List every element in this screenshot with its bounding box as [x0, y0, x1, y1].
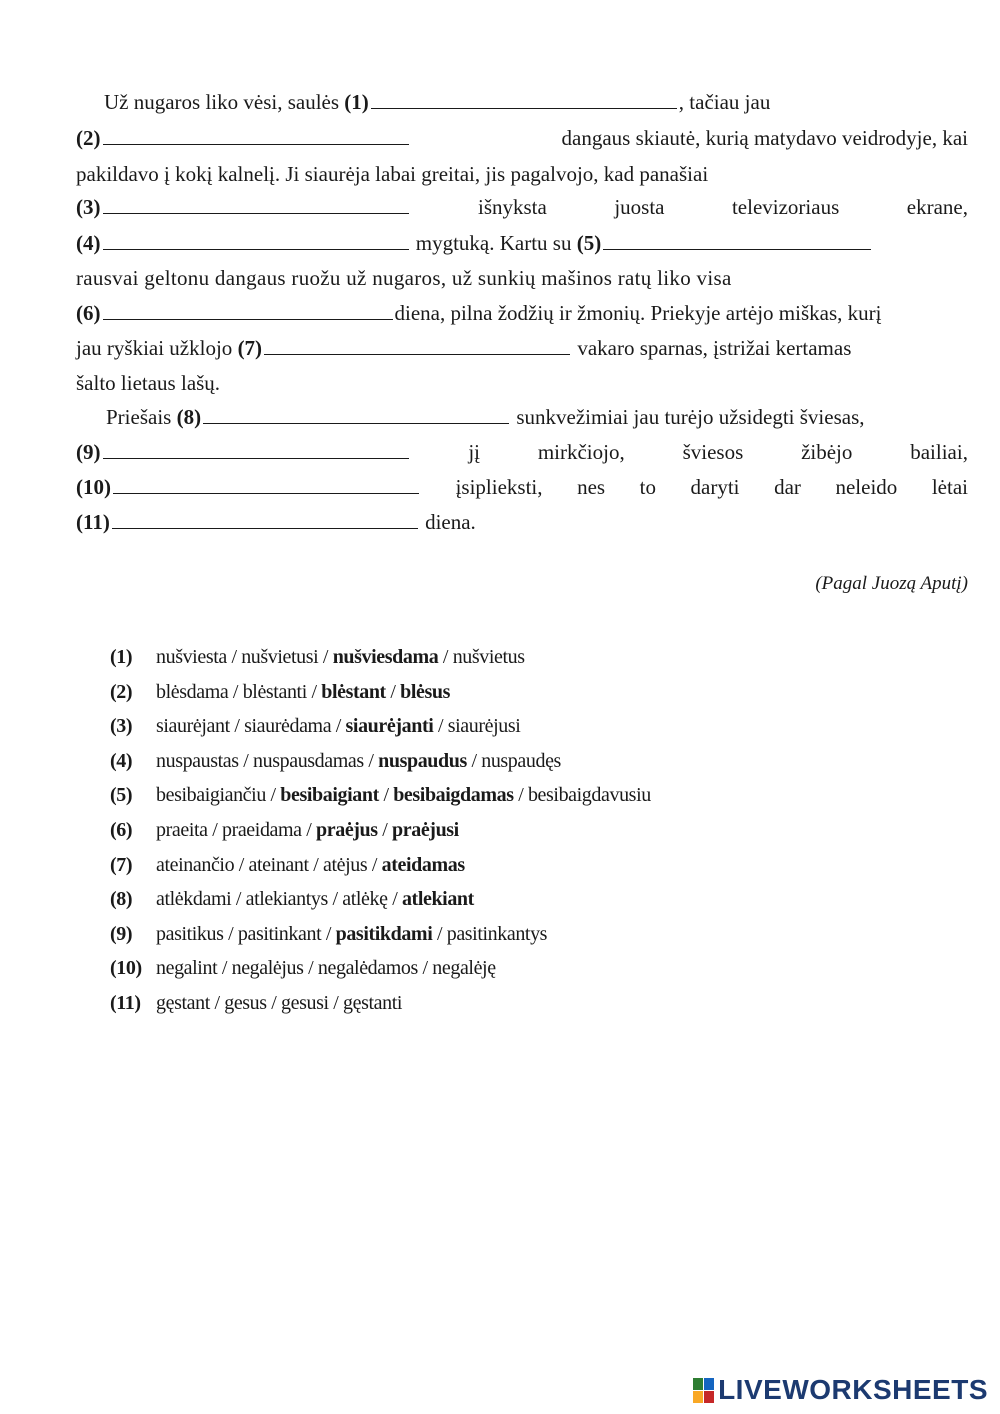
option-number: (10) — [110, 957, 142, 980]
option-word: praėjusi — [392, 818, 459, 841]
option-number: (2) — [110, 680, 133, 703]
option-word: pasitikus — [156, 922, 224, 945]
answer-blank-3[interactable] — [103, 195, 409, 214]
answer-blank-4[interactable] — [103, 231, 409, 250]
option-number: (6) — [110, 818, 133, 841]
option-number: (9) — [110, 922, 133, 945]
option-word: atlekiantys — [245, 888, 328, 911]
text-line-11: (9) jį mirkčiojo, šviesos žibėjo bailiai, — [76, 440, 968, 464]
option-number: (3) — [110, 715, 133, 738]
text-line-4: (3) išnyksta juosta televizoriaus ekrane, — [76, 195, 968, 219]
option-word: atlekiant — [401, 888, 474, 911]
option-word: praėjus — [316, 818, 378, 841]
gap-number-9: (9) — [76, 440, 101, 464]
option-word: nušviesta — [156, 646, 227, 668]
text-line-12: (10) įsiplieksti, nes to daryti dar neleido lėtai — [76, 475, 968, 499]
text-line-6: rausvai geltonu dangaus ruožu už nugaros, už sunkių mašinos ratų liko visa — [76, 266, 732, 290]
option-word: blėsdama — [156, 680, 229, 703]
option-number: (7) — [110, 853, 133, 876]
gap-number-10: (10) — [76, 475, 111, 499]
gap-number-4: (4) — [76, 231, 101, 255]
text-line-5: (4) mygtuką. Kartu su (5) — [76, 229, 968, 257]
text-line-1: Už nugaros liko vėsi, saulės (1) , tačiau jau — [104, 90, 771, 114]
answer-option-row: (6) praeita / praeidama / praėjus / praėjusi — [110, 813, 810, 848]
option-word: besibaigdamas — [393, 784, 514, 807]
option-word: besibaigdavusiu — [527, 784, 651, 807]
answer-option-row: (10) negalint / negalėjus / negalėdamos / negalėję — [110, 951, 810, 986]
answer-blank-5[interactable] — [603, 231, 871, 250]
option-word: ateinančio — [156, 853, 235, 876]
option-word: besibaigiant — [280, 784, 379, 807]
text-line-10: Priešais (8) sunkvežimiai jau turėjo užsidegti šviesas, — [106, 405, 865, 429]
option-number: (11) — [110, 991, 141, 1014]
gap-number-3: (3) — [76, 195, 101, 219]
logo-mark-icon — [693, 1378, 714, 1403]
option-word: besibaigiančiu — [156, 784, 266, 807]
text-line-9: šalto lietaus lašų. — [76, 371, 221, 395]
answer-option-row: (2) blėsdama / blėstanti / blėstant / blėsus — [110, 675, 810, 710]
answer-blank-1[interactable] — [371, 90, 677, 109]
option-word: blėstant — [321, 680, 386, 703]
option-word: pasitinkantys — [446, 922, 548, 945]
gap-number-7: (7) — [237, 336, 263, 360]
answer-option-row: (1) nušviesta / nušvietusi / nušviesdama / nušvietus — [110, 640, 810, 675]
gap-number-6: (6) — [76, 301, 101, 325]
gap-number-8: (8) — [176, 405, 202, 429]
answer-option-row: (9) pasitikus / pasitinkant / pasitikdami / pasitinkantys — [110, 917, 810, 952]
option-word: gesusi — [281, 991, 329, 1014]
text-line-7: (6) diena, pilna žodžių ir žmonių. Priekyje artėjo miškas, kurį — [76, 301, 882, 325]
option-word: nušvietusi — [241, 646, 319, 668]
answer-blank-7[interactable] — [264, 336, 570, 355]
option-word: atlėkdami — [156, 888, 232, 911]
gap-number-1: (1) — [344, 90, 369, 114]
answer-option-row: (7) ateinančio / ateinant / atėjus / ateidamas — [110, 848, 810, 883]
text-line-3: pakildavo į kokį kalnelį. Ji siaurėja labai greitai, jis pagalvojo, kad panašiai — [76, 162, 709, 186]
option-number: (8) — [110, 888, 133, 911]
option-word: atėjus — [323, 853, 368, 876]
option-word: praeita — [156, 818, 208, 841]
option-number: (5) — [110, 784, 133, 807]
answer-blank-2[interactable] — [103, 126, 409, 145]
option-word: gęstant — [156, 991, 210, 1014]
answer-option-row: (4) nuspaustas / nuspausdamas / nuspaudus / nuspaudęs — [110, 744, 810, 779]
answer-option-row: (11) gęstant / gesus / gesusi / gęstanti — [110, 986, 810, 1021]
option-word: gęstanti — [343, 991, 403, 1014]
option-word: nuspaudus — [378, 749, 467, 772]
source-attribution: (Pagal Juozą Aputį) — [815, 573, 968, 594]
option-word: nušviesdama — [332, 646, 439, 668]
option-word: negalėję — [432, 957, 496, 980]
answer-blank-11[interactable] — [112, 510, 418, 529]
liveworksheets-logo: LIVEWORKSHEETS — [693, 1374, 988, 1406]
gap-number-5: (5) — [576, 231, 602, 255]
option-word: blėsus — [400, 680, 451, 703]
option-word: pasitikdami — [335, 922, 433, 945]
answer-options-list — [110, 640, 810, 1021]
answer-blank-9[interactable] — [103, 440, 409, 459]
gap-number-11: (11) — [76, 510, 110, 534]
option-word: nuspaudęs — [481, 749, 561, 772]
option-word: nušvietus — [452, 646, 525, 668]
option-word: negalint — [156, 957, 218, 980]
option-word: atlėkę — [342, 888, 388, 911]
option-word: gesus — [224, 991, 267, 1014]
option-word: siaurėjusi — [447, 715, 521, 738]
option-word: siaurėdama — [244, 715, 332, 738]
option-word: negalėdamos — [317, 957, 418, 980]
option-word: nuspaustas — [156, 749, 239, 772]
answer-blank-6[interactable] — [103, 301, 393, 320]
option-word: nuspausdamas — [253, 749, 364, 772]
answer-option-row: (3) siaurėjant / siaurėdama / siaurėjanti / siaurėjusi — [110, 709, 810, 744]
gap-number-2: (2) — [76, 126, 101, 150]
answer-blank-8[interactable] — [203, 405, 509, 424]
option-number: (1) — [110, 646, 133, 668]
answer-option-row: (8) atlėkdami / atlekiantys / atlėkę / atlekiant — [110, 882, 810, 917]
answer-blank-10[interactable] — [113, 475, 419, 494]
option-word: negalėjus — [231, 957, 304, 980]
option-word: praeidama — [221, 818, 302, 841]
option-word: siaurėjanti — [345, 715, 434, 738]
answer-option-row: (5) besibaigiančiu / besibaigiant / besibaigdamas / besibaigdavusiu — [110, 778, 810, 813]
option-word: ateinant — [248, 853, 309, 876]
text-line-8: jau ryškiai užklojo (7) vakaro sparnas, įstrižai kertamas — [76, 336, 852, 360]
option-word: ateidamas — [381, 853, 465, 876]
text-line-13: (11) diena. — [76, 510, 476, 534]
option-word: siaurėjant — [156, 715, 230, 738]
option-word: pasitinkant — [237, 922, 322, 945]
option-number: (4) — [110, 749, 133, 772]
text-line-2: (2) dangaus skiautė, kurią matydavo veidrodyje, kai — [76, 126, 968, 150]
option-word: blėstanti — [242, 680, 307, 703]
